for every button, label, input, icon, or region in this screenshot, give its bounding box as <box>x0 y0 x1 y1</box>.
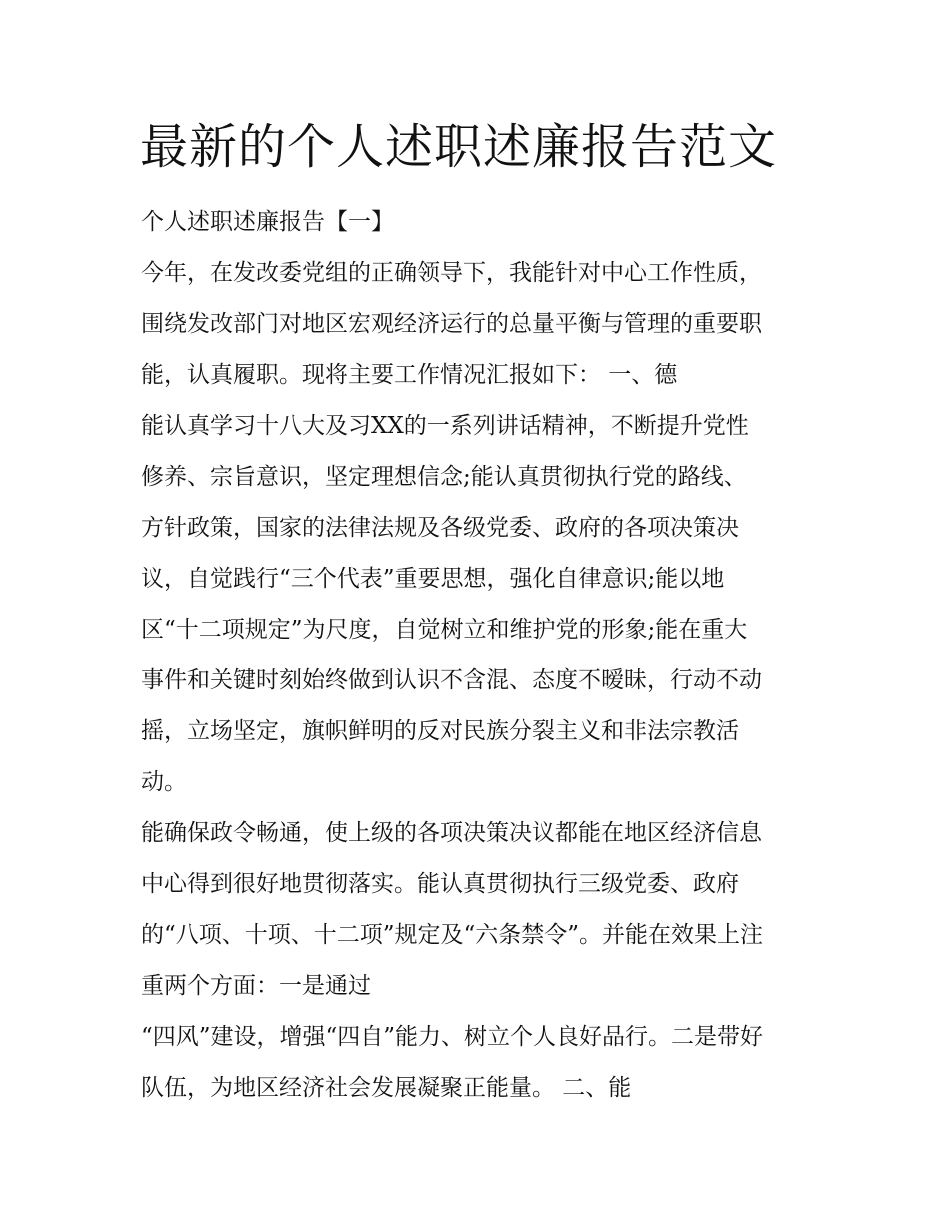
text-line: 动。 <box>141 769 187 795</box>
text-line: 方针政策，国家的法律法规及各级党委、政府的各项决策决 <box>141 515 739 541</box>
text-line: 摇，立场坚定，旗帜鲜明的反对民族分裂主义和非法宗教活 <box>141 718 739 744</box>
text-line: 事件和关键时刻始终做到认识不含混、态度不暧昧，行动不动 <box>141 667 762 693</box>
text-line: 队伍，为地区经济社会发展凝聚正能量。 二、能 <box>141 1075 632 1101</box>
text-line: 区“十二项规定”为尺度，自觉树立和维护党的形象;能在重大 <box>141 617 748 643</box>
text-line: 围绕发改部门对地区宏观经济运行的总量平衡与管理的重要职 <box>141 311 762 337</box>
text-line: 议，自觉践行“三个代表”重要思想，强化自律意识;能以地 <box>141 566 725 592</box>
section-heading: 个人述职述廉报告【一】 <box>141 209 394 235</box>
text-line: 今年，在发改委党组的正确领导下，我能针对中心工作性质， <box>141 260 762 286</box>
text-line: 能确保政令畅通，使上级的各项决策决议都能在地区经济信息 <box>141 820 762 846</box>
text-line: 的“八项、十项、十二项”规定及“六条禁令”。并能在效果上注 <box>141 922 764 948</box>
document-title: 最新的个人述职述廉报告范文 <box>140 119 778 175</box>
text-line: 修养、宗旨意识，坚定理想信念;能认真贯彻执行党的路线、 <box>141 464 747 490</box>
text-line: “四风”建设，增强“四自”能力、树立个人良好品行。二是带好 <box>141 1024 764 1050</box>
text-line: 能认真学习十八大及习XX的一系列讲话精神，不断提升党性 <box>141 413 749 439</box>
text-line: 重两个方面：一是通过 <box>141 973 371 999</box>
text-line: 能，认真履职。现将主要工作情况汇报如下： 一、德 <box>141 362 678 388</box>
text-line: 中心得到很好地贯彻落实。能认真贯彻执行三级党委、政府 <box>141 871 739 897</box>
